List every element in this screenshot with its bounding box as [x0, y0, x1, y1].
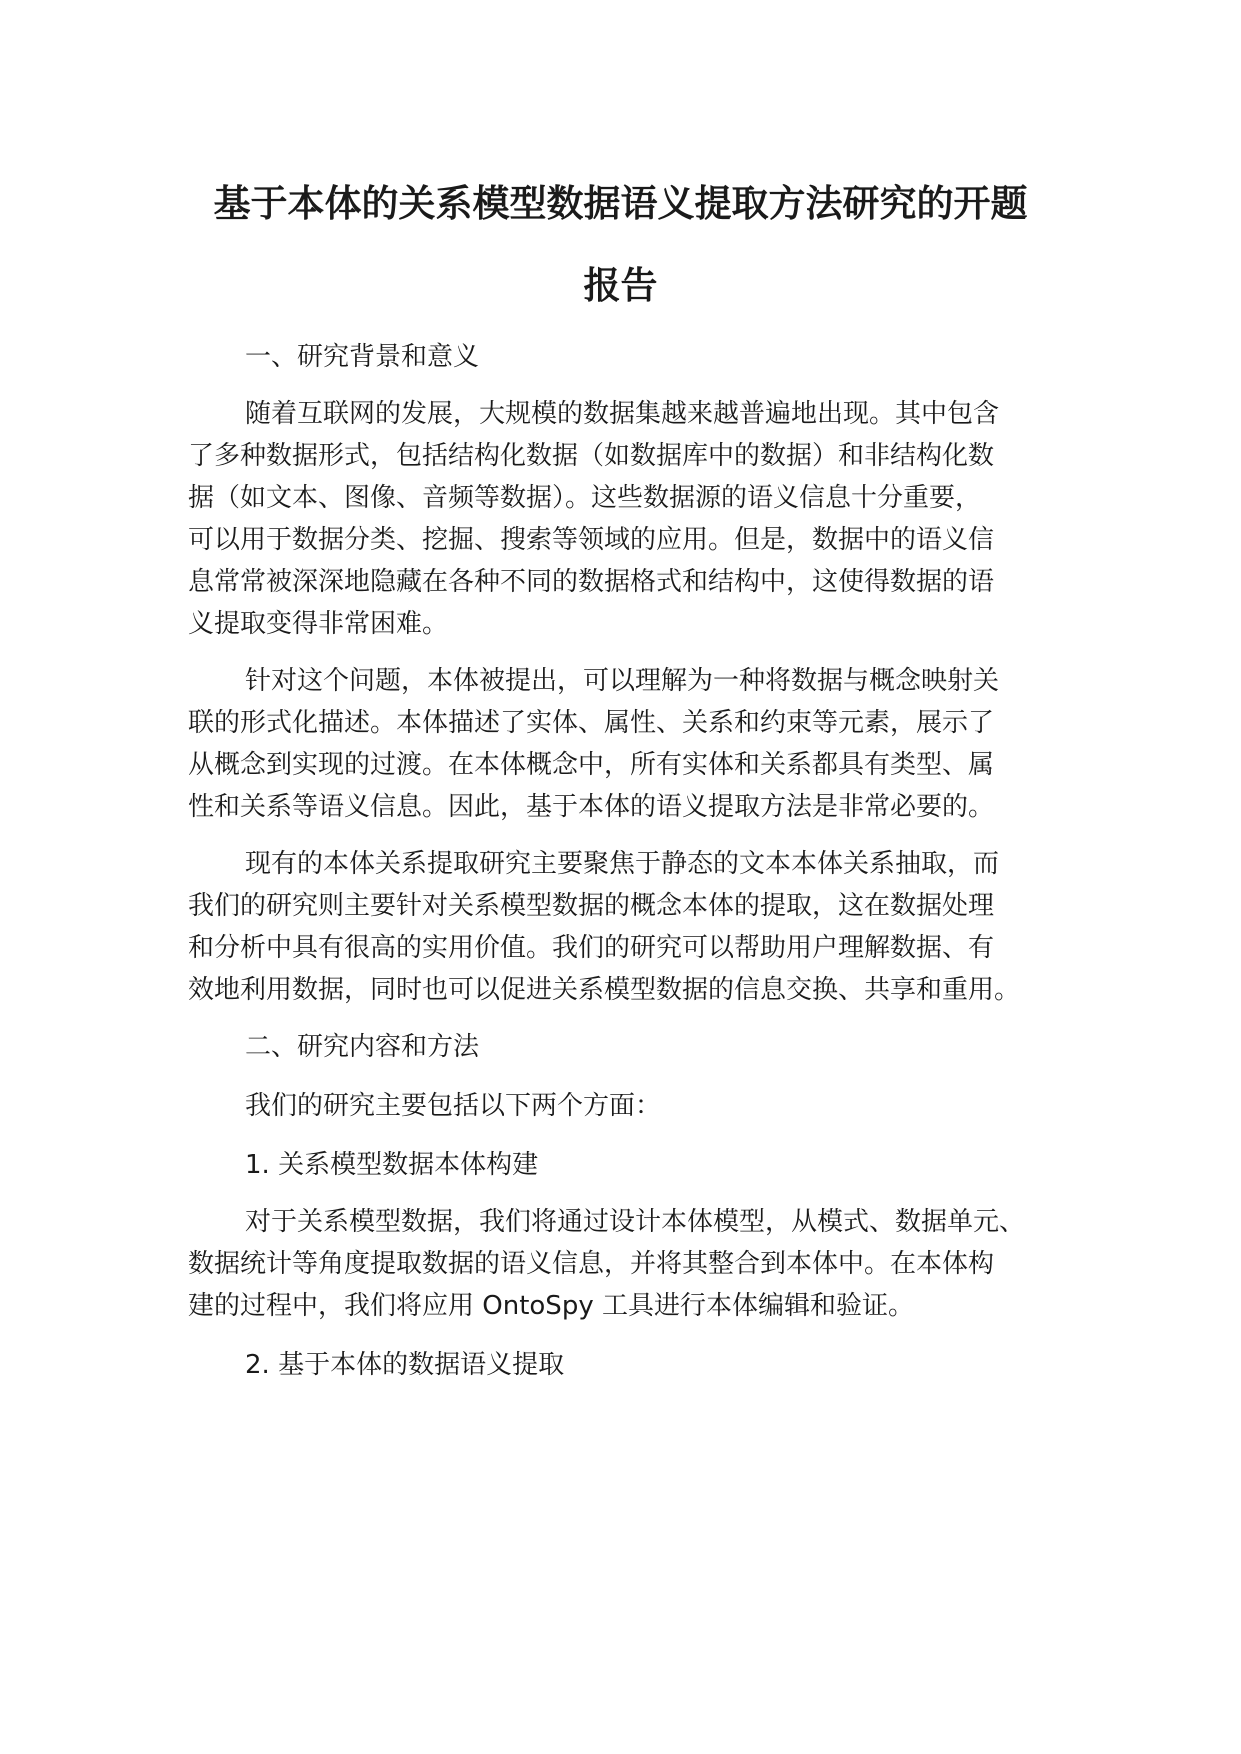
paragraph-line: 义提取变得非常困难。 — [188, 609, 449, 639]
paragraph-line: 效地利用数据，同时也可以促进关系模型数据的信息交换、共享和重用。 — [188, 975, 1021, 1005]
section-heading-methods: 二、研究内容和方法 — [245, 1032, 480, 1062]
paragraph-line: 建的过程中，我们将应用 OntoSpy 工具进行本体编辑和验证。 — [188, 1291, 914, 1321]
document-title-line-2: 报告 — [583, 264, 658, 307]
paragraph-line: 息常常被深深地隐藏在各种不同的数据格式和结构中，这使得数据的语 — [188, 567, 995, 597]
paragraph-line: 针对这个问题，本体被提出，可以理解为一种将数据与概念映射关 — [245, 666, 1000, 696]
section-heading-background: 一、研究背景和意义 — [245, 342, 480, 372]
paragraph-line: 现有的本体关系提取研究主要聚焦于静态的文本本体关系抽取，而 — [245, 849, 1000, 879]
paragraph-line: 和分析中具有很高的实用价值。我们的研究可以帮助用户理解数据、有 — [188, 933, 995, 963]
paragraph-line: 据（如文本、图像、音频等数据）。这些数据源的语义信息十分重要， — [188, 483, 982, 513]
paragraph-line: 从概念到实现的过渡。在本体概念中，所有实体和关系都具有类型、属 — [188, 750, 995, 780]
list-item-heading-2: 2. 基于本体的数据语义提取 — [245, 1350, 565, 1380]
paragraph-line: 联的形式化描述。本体描述了实体、属性、关系和约束等元素，展示了 — [188, 708, 995, 738]
paragraph-line: 我们的研究则主要针对关系模型数据的概念本体的提取，这在数据处理 — [188, 891, 995, 921]
document-title-line-1: 基于本体的关系模型数据语义提取方法研究的开题 — [213, 182, 1028, 225]
paragraph-line: 对于关系模型数据，我们将通过设计本体模型，从模式、数据单元、 — [245, 1207, 1026, 1237]
paragraph-line: 随着互联网的发展，大规模的数据集越来越普遍地出现。其中包含 — [245, 399, 1000, 429]
paragraph-line: 数据统计等角度提取数据的语义信息，并将其整合到本体中。在本体构 — [188, 1249, 995, 1279]
paragraph-line: 了多种数据形式，包括结构化数据（如数据库中的数据）和非结构化数 — [188, 441, 995, 471]
paragraph-line: 我们的研究主要包括以下两个方面： — [245, 1091, 662, 1121]
paragraph-line: 性和关系等语义信息。因此，基于本体的语义提取方法是非常必要的。 — [188, 792, 995, 822]
paragraph-line: 可以用于数据分类、挖掘、搜索等领域的应用。但是，数据中的语义信 — [188, 525, 995, 555]
list-item-heading-1: 1. 关系模型数据本体构建 — [245, 1150, 539, 1180]
